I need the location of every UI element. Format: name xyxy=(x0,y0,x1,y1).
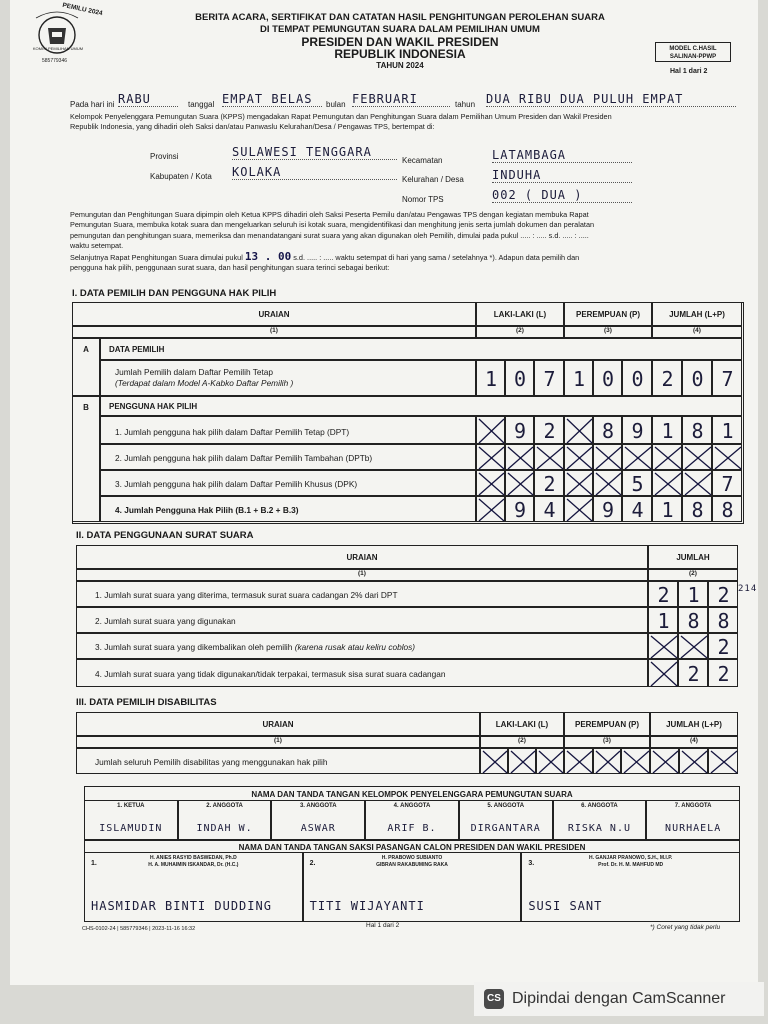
saksi-name: TITI WIJAYANTI xyxy=(309,899,425,913)
digit-box xyxy=(593,496,622,522)
paslon-name: H. GANJAR PRANOWO, S.H., M.I.P. xyxy=(589,855,673,861)
paragraph-line-1: Pemungutan dan Penghitungan Suara dipimpin oleh Ketua KPPS dihadiri oleh Saksi Peserta Pemilu dan/atau Pengawas TPS dengan kegiatan membuka Rapat xyxy=(70,210,589,219)
s1-col-uraian: URAIAN xyxy=(72,302,476,326)
digit-box xyxy=(564,444,593,470)
digit-box xyxy=(564,360,593,396)
s3-col-uraian: URAIAN xyxy=(76,712,480,736)
digit-box xyxy=(682,444,712,470)
s1-b1-cell xyxy=(100,416,476,444)
digit-box xyxy=(622,360,652,396)
kpps-name: ARIF B. xyxy=(387,823,437,834)
s2-r3-sub: (karena rusak atau keliru coblos) xyxy=(294,642,416,652)
kpps-signature-cell xyxy=(84,800,178,840)
title-line-1: BERITA ACARA, SERTIFIKAT DAN CATATAN HASIL PENGHITUNGAN PEROLEHAN SUARA xyxy=(195,12,605,23)
digit-box xyxy=(708,633,738,659)
kpps-role: 5. ANGGOTA xyxy=(487,803,525,809)
digit-box xyxy=(534,470,564,496)
s2-r4-digits xyxy=(648,659,738,687)
saksi-name: SUSI SANT xyxy=(528,899,603,913)
s1-a-digits xyxy=(476,360,742,396)
digit-box xyxy=(682,416,712,444)
kpps-signature-cell xyxy=(178,800,272,840)
kpps-name: DIRGANTARA xyxy=(470,823,541,834)
cross-mark xyxy=(649,660,679,688)
digit-value: 4 xyxy=(543,498,557,522)
s2-r4-cell xyxy=(76,659,648,687)
provinsi-value: SULAWESI TENGGARA xyxy=(232,145,397,160)
paragraph-line-3: pemungutan dan penghitungan suara, memeriksa dan menandatangani surat suara yang akan digunakan oleh Pemilih, dimulai pada pukul ..... : ..... s.d. ..... : ..... xyxy=(70,230,589,240)
camscanner-icon: CS xyxy=(484,989,504,1009)
s3-col-p: PEREMPUAN (P) xyxy=(564,712,650,736)
s1-b4-cell xyxy=(100,496,476,522)
digit-box xyxy=(678,633,708,659)
s1-a-row1-sub: (Terdapat dalam Model A-Kabko Daftar Pemilih ) xyxy=(115,378,294,388)
digit-box xyxy=(476,444,505,470)
hari-value: RABU xyxy=(118,92,178,107)
title-line-3: PRESIDEN DAN WAKIL PRESIDEN xyxy=(301,35,499,49)
cross-mark xyxy=(477,471,506,497)
s1-b2-cell xyxy=(100,444,476,470)
kpps-signature-cell xyxy=(553,800,647,840)
kpps-signature-cell xyxy=(271,800,365,840)
cross-mark xyxy=(683,445,713,471)
title-line-2: DI TEMPAT PEMUNGUTAN SUARA DALAM PEMILIHAN UMUM xyxy=(260,24,540,35)
digit-box xyxy=(564,416,593,444)
paslon-name: H. PRABOWO SUBIANTO xyxy=(381,855,443,861)
digit-box xyxy=(622,416,652,444)
s1-b3-digits xyxy=(476,470,742,496)
s1-a-code-cell xyxy=(72,338,100,396)
digit-value: 2 xyxy=(543,419,557,443)
digit-box xyxy=(652,444,682,470)
digit-box xyxy=(505,444,534,470)
digit-box xyxy=(652,470,682,496)
s3-num-2: (2) xyxy=(480,736,564,748)
paragraph-line-2: Pemungutan Suara, membuka kotak suara dan mengeluarkan seluruh isi kotak suara, mengidentifikasi dan menghitung jenis serta jumlah dokumen dan peralatan xyxy=(70,220,595,230)
tps-value: 002 ( DUA ) xyxy=(492,188,632,203)
kpps-role: 4. ANGGOTA xyxy=(393,803,431,809)
s2-r3-digits xyxy=(648,633,738,659)
digit-box xyxy=(505,416,534,444)
s2-r1-digits xyxy=(648,581,738,607)
digit-box xyxy=(652,496,682,522)
digit-box xyxy=(678,607,708,633)
s3-num-1: (1) xyxy=(76,736,480,748)
digit-value: 7 xyxy=(721,472,735,496)
logo-sub: KOMISI PEMILIHAN UMUM xyxy=(32,46,84,51)
paragraph-line-5a: Selanjutnya Rapat Penghitungan Suara dimulai pukul xyxy=(70,252,243,262)
s1-a-title-cell xyxy=(100,338,742,360)
digit-box xyxy=(534,360,564,396)
cross-mark xyxy=(649,634,679,660)
digit-box xyxy=(648,607,678,633)
kpps-name: ASWAR xyxy=(300,823,336,834)
cross-mark xyxy=(622,749,651,775)
digit-value: 2 xyxy=(661,367,675,391)
cross-mark xyxy=(565,749,594,775)
kpps-signature-cell xyxy=(365,800,459,840)
s1-b-title: PENGGUNA HAK PILIH xyxy=(109,402,198,411)
model-label: MODEL C.HASIL SALINAN-PPWP xyxy=(669,46,717,60)
cross-mark xyxy=(594,445,623,471)
s1-num-4: (4) xyxy=(652,326,742,338)
digit-box xyxy=(682,470,712,496)
digit-value: 2 xyxy=(657,583,671,607)
digit-box xyxy=(712,360,742,396)
saksi-signature-cell xyxy=(84,852,303,922)
camscanner-label: Dipindai dengan CamScanner xyxy=(512,990,726,1007)
digit-value: 8 xyxy=(687,609,701,633)
paslon-number: 3. xyxy=(528,860,535,867)
digit-box xyxy=(480,748,508,774)
s3-r1-cell xyxy=(76,748,480,774)
kpps-signature-cell xyxy=(459,800,553,840)
title-block xyxy=(150,12,650,72)
tahun-label: tahun xyxy=(455,100,476,109)
digit-value: 1 xyxy=(484,367,499,391)
digit-value: 9 xyxy=(513,498,528,522)
cross-mark xyxy=(537,749,565,775)
digit-box xyxy=(648,581,678,607)
digit-value: 8 xyxy=(717,609,731,633)
digit-value: 0 xyxy=(513,367,528,391)
digit-box xyxy=(564,470,593,496)
bulan-value: FEBRUARI xyxy=(352,92,450,107)
s2-r1-cell xyxy=(76,581,648,607)
digit-value: 9 xyxy=(601,498,616,522)
digit-value: 4 xyxy=(631,498,645,522)
digit-box xyxy=(593,360,622,396)
digit-box xyxy=(682,496,712,522)
digit-box xyxy=(622,470,652,496)
tps-label: Nomor TPS xyxy=(402,195,444,204)
s2-r2-cell xyxy=(76,607,648,633)
kabupaten-label: Kabupaten / Kota xyxy=(150,172,212,181)
s2-r1-label: 1. Jumlah surat suara yang diterima, termasuk surat suara cadangan 2% dari DPT xyxy=(95,590,398,600)
cross-mark xyxy=(565,471,594,497)
digit-value: 0 xyxy=(691,367,705,391)
digit-box xyxy=(682,360,712,396)
section2-title: II. DATA PENGGUNAAN SURAT SUARA xyxy=(76,530,254,541)
s1-a-row1-cell xyxy=(100,360,476,396)
s2-r2-digits xyxy=(648,607,738,633)
digit-value: 9 xyxy=(631,419,645,443)
cross-mark xyxy=(594,749,622,775)
kelurahan-value: INDUHA xyxy=(492,168,632,183)
s1-col-p: PEREMPUAN (P) xyxy=(564,302,652,326)
cross-mark xyxy=(565,445,594,471)
paslon-number: 1. xyxy=(91,860,97,867)
digit-box xyxy=(708,581,738,607)
digit-box xyxy=(564,496,593,522)
digit-value: 2 xyxy=(717,635,731,659)
cross-mark xyxy=(651,749,680,775)
digit-value: 8 xyxy=(691,498,705,522)
digit-box xyxy=(564,748,593,774)
cross-mark xyxy=(653,445,683,471)
s1-b-code: B xyxy=(83,403,89,412)
s3-col-j: JUMLAH (L+P) xyxy=(650,712,738,736)
kecamatan-label: Kecamatan xyxy=(402,156,443,165)
paragraph-line-5b: s.d. ..... : ..... waktu setempat di hari yang sama / setelahnya *). Adapun data pemilih dan xyxy=(293,252,580,262)
digit-box xyxy=(650,748,679,774)
cross-mark xyxy=(680,749,709,775)
opening-paragraph xyxy=(70,210,740,273)
intro-line-3: Republik Indonesia, yang dihadiri oleh Saksi dan/atau Panwaslu Kelurahan/Desa / Pengawas TPS, bertempat di: xyxy=(70,122,435,131)
cross-mark xyxy=(709,749,739,775)
form-sheet xyxy=(10,0,758,985)
digit-value: 1 xyxy=(661,498,675,522)
cross-mark xyxy=(506,471,535,497)
digit-value: 2 xyxy=(687,662,701,686)
paslon-vice: H. A. MUHAIMIN ISKANDAR, Dr. (H.C.) xyxy=(148,862,239,868)
digit-box xyxy=(505,470,534,496)
digit-value: 8 xyxy=(601,419,616,443)
provinsi-label: Provinsi xyxy=(150,152,179,161)
digit-box xyxy=(508,748,536,774)
tanggal-label: tanggal xyxy=(188,100,215,109)
logo-text: PEMILU 2024 xyxy=(61,1,104,18)
s1-a-row1-label: Jumlah Pemilih dalam Daftar Pemilih Tetap xyxy=(115,367,274,377)
digit-value: 0 xyxy=(601,367,616,391)
digit-value: 1 xyxy=(572,367,587,391)
cross-mark xyxy=(683,471,713,497)
s2-r3-label: 3. Jumlah surat suara yang dikembalikan oleh pemilih xyxy=(95,642,293,652)
cross-mark xyxy=(477,417,506,445)
digit-box xyxy=(536,748,564,774)
digit-box xyxy=(708,607,738,633)
digit-box xyxy=(534,444,564,470)
title-line-5: TAHUN 2024 xyxy=(376,61,424,70)
digit-box xyxy=(621,748,650,774)
kpps-role: 1. KETUA xyxy=(117,803,145,809)
start-time: 13 . 00 xyxy=(244,249,292,263)
kpps-signature-cell xyxy=(646,800,740,840)
digit-box xyxy=(648,659,678,687)
camscanner-stamp xyxy=(474,982,764,1016)
digit-box xyxy=(652,416,682,444)
paslon-number: 2. xyxy=(309,860,316,867)
cross-mark xyxy=(477,445,506,471)
s1-a-title: DATA PEMILIH xyxy=(109,345,165,354)
digit-box xyxy=(505,360,534,396)
s1-b2-digits xyxy=(476,444,742,470)
cross-mark xyxy=(653,471,683,497)
cross-mark xyxy=(506,445,535,471)
digit-value: 8 xyxy=(721,498,735,522)
s1-a-code: A xyxy=(83,345,89,354)
digit-box xyxy=(505,496,534,522)
digit-box xyxy=(476,470,505,496)
s2-r2-label: 2. Jumlah surat suara yang digunakan xyxy=(95,616,236,626)
digit-value: 9 xyxy=(513,419,528,443)
s3-r1-crosses xyxy=(480,748,738,774)
s1-b4-label: 4. Jumlah Pengguna Hak Pilih (B.1 + B.2 + B.3) xyxy=(115,505,299,515)
section1-title: I. DATA PEMILIH DAN PENGGUNA HAK PILIH xyxy=(72,288,277,299)
digit-box xyxy=(678,581,708,607)
kpps-name: RISKA N.U xyxy=(567,823,631,834)
s1-b4-digits xyxy=(476,496,742,522)
digit-box xyxy=(622,444,652,470)
footer-note: *) Coret yang tidak perlu xyxy=(650,924,721,931)
kpps-role: 7. ANGGOTA xyxy=(674,803,712,809)
digit-box xyxy=(712,496,742,522)
kpps-name: ISLAMUDIN xyxy=(99,823,163,834)
kpps-name: NURHAELA xyxy=(665,823,722,834)
cross-mark xyxy=(565,497,594,523)
digit-box xyxy=(534,496,564,522)
s1-col-j: JUMLAH (L+P) xyxy=(652,302,742,326)
digit-value: 2 xyxy=(717,662,731,686)
kpps-role: 3. ANGGOTA xyxy=(299,803,337,809)
digit-box xyxy=(476,416,505,444)
s1-num-1: (1) xyxy=(72,326,476,338)
bulan-label: bulan xyxy=(326,100,346,109)
s1-num-3: (3) xyxy=(564,326,652,338)
tahun-value: DUA RIBU DUA PULUH EMPAT xyxy=(486,92,736,107)
logo-code: 585779346 xyxy=(42,58,68,64)
hari-label: Pada hari ini xyxy=(70,100,115,109)
s1-b3-label: 3. Jumlah pengguna hak pilih dalam Daftar Pemilih Khusus (DPK) xyxy=(115,479,358,489)
digit-box xyxy=(678,659,708,687)
digit-value: 1 xyxy=(661,419,675,443)
s1-num-2: (2) xyxy=(476,326,564,338)
digit-box xyxy=(593,748,621,774)
cross-mark xyxy=(535,445,565,471)
digit-value: 1 xyxy=(657,609,671,633)
saksi-sign-title: NAMA DAN TANDA TANGAN SAKSI PASANGAN CALON PRESIDEN DAN WAKIL PRESIDEN xyxy=(238,843,586,852)
saksi-signature-cell xyxy=(521,852,740,922)
s3-num-3: (3) xyxy=(564,736,650,748)
s2-num-2: (2) xyxy=(648,569,738,581)
paslon-vice: GIBRAN RAKABUMING RAKA xyxy=(376,862,448,868)
s1-col-l: LAKI-LAKI (L) xyxy=(476,302,564,326)
digit-value: 0 xyxy=(631,367,645,391)
digit-value: 1 xyxy=(687,583,701,607)
s2-r3-cell xyxy=(76,633,648,659)
s1-b-code-cell xyxy=(72,396,100,522)
cross-mark xyxy=(477,497,506,523)
digit-box xyxy=(708,748,738,774)
s1-b1-label: 1. Jumlah pengguna hak pilih dalam Daftar Pemilih Tetap (DPT) xyxy=(115,427,350,437)
saksi-signature-cell xyxy=(303,852,522,922)
cross-mark xyxy=(623,445,653,471)
kpu-logo-icon xyxy=(28,8,86,64)
s3-r1-label: Jumlah seluruh Pemilih disabilitas yang menggunakan hak pilih xyxy=(95,757,328,767)
saksi-name: HASMIDAR BINTI DUDDING xyxy=(91,899,272,913)
digit-value: 2 xyxy=(543,472,557,496)
cross-mark xyxy=(481,749,509,775)
digit-box xyxy=(712,444,742,470)
digit-box xyxy=(708,659,738,687)
s1-b-title-cell xyxy=(100,396,742,416)
digit-box xyxy=(622,496,652,522)
digit-box xyxy=(712,470,742,496)
digit-box xyxy=(593,416,622,444)
digit-box xyxy=(648,633,678,659)
cross-mark xyxy=(713,445,743,471)
s1-b3-cell xyxy=(100,470,476,496)
digit-box xyxy=(534,416,564,444)
title-line-4: REPUBLIK INDONESIA xyxy=(334,47,466,61)
kpps-role: 2. ANGGOTA xyxy=(206,803,243,809)
kpps-sign-title: NAMA DAN TANDA TANGAN KELOMPOK PENYELENGGARA PEMUNGUTAN SUARA xyxy=(251,790,573,799)
section3-title: III. DATA PEMILIH DISABILITAS xyxy=(76,697,217,708)
cross-mark xyxy=(509,749,537,775)
s1-b1-digits xyxy=(476,416,742,444)
s2-r4-label: 4. Jumlah surat suara yang tidak digunakan/tidak terpakai, termasuk sisa surat suara cadangan xyxy=(95,669,446,679)
page-indicator: Hal 1 dari 2 xyxy=(670,68,708,75)
digit-box xyxy=(652,360,682,396)
kabupaten-value: KOLAKA xyxy=(232,165,397,180)
digit-box xyxy=(593,444,622,470)
paragraph-line-6: pengguna hak pilih, penggunaan surat suara, dan hasil penghitungan suara terinci sebagai berikut: xyxy=(70,263,390,273)
cross-mark xyxy=(679,634,709,660)
s2-col-j: JUMLAH xyxy=(648,545,738,569)
digit-box xyxy=(712,416,742,444)
cross-mark xyxy=(565,417,594,445)
digit-box xyxy=(593,470,622,496)
kecamatan-value: LATAMBAGA xyxy=(492,148,632,163)
s2-r1-note: 214 xyxy=(738,584,758,594)
digit-value: 2 xyxy=(717,583,731,607)
kpps-role: 6. ANGGOTA xyxy=(581,803,618,809)
digit-value: 5 xyxy=(631,472,645,496)
kpu-logo xyxy=(28,8,86,64)
s3-col-l: LAKI-LAKI (L) xyxy=(480,712,564,736)
cross-mark xyxy=(594,471,623,497)
s2-col-uraian: URAIAN xyxy=(76,545,648,569)
paragraph-line-4: waktu setempat. xyxy=(70,241,124,251)
model-box xyxy=(655,42,731,62)
digit-box xyxy=(476,496,505,522)
digit-value: 8 xyxy=(691,419,705,443)
digit-box xyxy=(476,360,505,396)
footer-page: Hal 1 dari 2 xyxy=(366,922,400,929)
s1-b2-label: 2. Jumlah pengguna hak pilih dalam Daftar Pemilih Tambahan (DPTb) xyxy=(115,453,373,463)
tanggal-value: EMPAT BELAS xyxy=(222,92,322,107)
paslon-name: H. ANIES RASYID BASWEDAN, Ph.D xyxy=(149,855,237,861)
intro-line-2: Kelompok Penyelenggara Pemungutan Suara (KPPS) mengadakan Rapat Pemungutan dan Penghitungan Suara dalam Pemilihan Umum Presiden dan Wakil Presiden xyxy=(70,112,612,121)
digit-value: 7 xyxy=(721,367,735,391)
footer-code: CHS-0102-24 | 585779346 | 2023-11-16 16:32 xyxy=(82,926,196,932)
paslon-vice: Prof. Dr. H. M. MAHFUD MD xyxy=(598,862,664,868)
digit-box xyxy=(679,748,708,774)
digit-value: 7 xyxy=(543,367,557,391)
s2-num-1: (1) xyxy=(76,569,648,581)
digit-value: 1 xyxy=(721,419,735,443)
kpps-name: INDAH W. xyxy=(196,823,253,834)
kelurahan-label: Kelurahan / Desa xyxy=(402,175,464,184)
s3-num-4: (4) xyxy=(650,736,738,748)
